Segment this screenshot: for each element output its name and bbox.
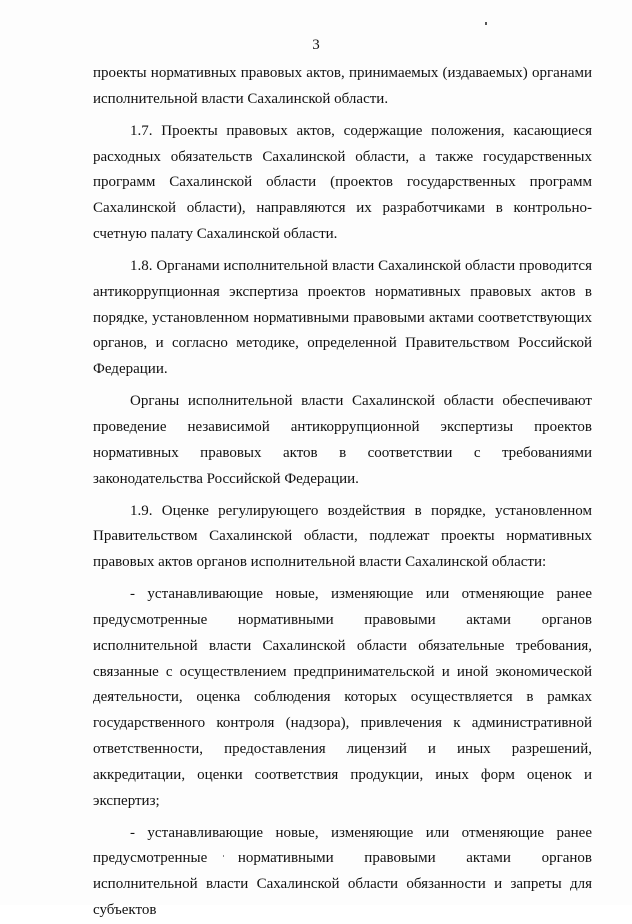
paragraph-1-8: 1.8. Органами исполнительной власти Сахалинской области проводится антикоррупционная экспертиза проектов нормативных правовых актов в порядке, установленном нормативными правовыми актами соответствующих органов, и согласно методике, определенной Правительством Российской Федерации. xyxy=(93,257,592,378)
document-body xyxy=(93,61,592,924)
page-number: 3 xyxy=(312,37,320,53)
list-item-obligations: - устанавливающие новые, изменяющие или отменяющие ранее предусмотренные нормативными правовыми актами органов исполнительной власти Сахалинской области обязанности и запреты для субъектов xyxy=(93,824,592,919)
paragraph-continuation: проекты нормативных правовых актов, принимаемых (издаваемых) органами исполнительной власти Сахалинской области. xyxy=(93,65,592,107)
paragraph-anticorruption: Органы исполнительной власти Сахалинской области обеспечивают проведение независимой антикоррупционной экспертизы проектов нормативных правовых актов в соответствии с требованиями законодательства Российской Федерации. xyxy=(93,393,592,487)
list-item-requirements: - устанавливающие новые, изменяющие или отменяющие ранее предусмотренные нормативными правовыми актами органов исполнительной власти Сахалинской области обязательные требования, связанные с осуществлением предпринимательской и иной экономической деятельности, оценка соблюдения которых осуществляется в рамках государственного контроля (надзора), привлечения к административной ответственности, предоставления лицензий и иных разрешений, аккредитации, оценки соответствия продукции, иных форм оценок и экспертиз; xyxy=(93,586,592,809)
paragraph-1-9: 1.9. Оценке регулирующего воздействия в порядке, установленном Правительством Сахалинской области, подлежат проекты нормативных правовых актов органов исполнительной власти Сахалинской области: xyxy=(93,502,592,571)
scan-artifact xyxy=(485,22,487,25)
paragraph-1-7: 1.7. Проекты правовых актов, содержащие положения, касающиеся расходных обязательств Сахалинской области, а также государственных программ Сахалинской области (проектов государственных программ Сахалинской области), направляются их разработчиками в контрольно-счетную палату Сахалинской области. xyxy=(93,122,592,243)
